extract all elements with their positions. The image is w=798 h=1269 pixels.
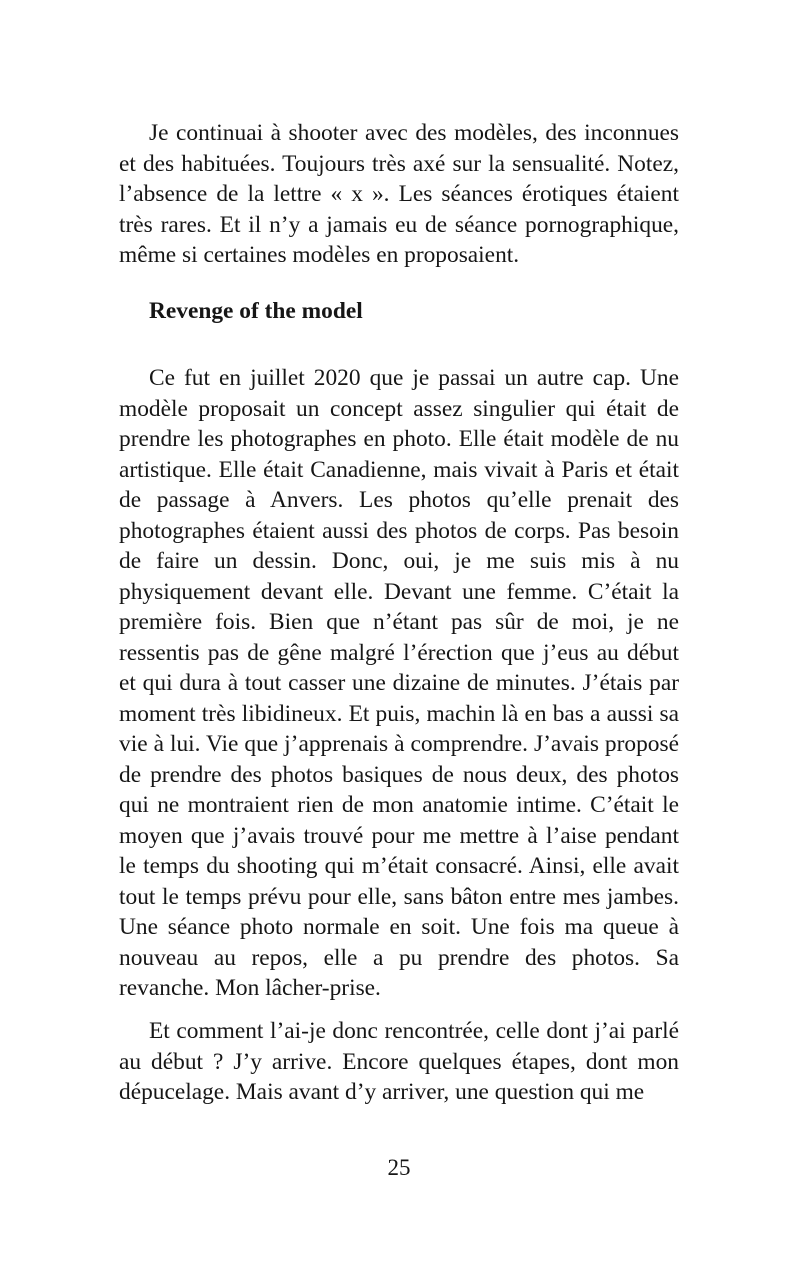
paragraph-closing [119,1016,679,1108]
paragraph-text: Je continuai à shooter avec des modèles, des inconnues et des habituées. Toujours très axé sur la sensualité. Notez, l’absence de la lettre « x ». Les séances érotiques étaient très rares. Et il n’y a jamais eu de séance pornographique, même si certaines modèles en proposaient. [119,120,679,268]
paragraph-text: Ce fut en juillet 2020 que je passai un autre cap. Une modèle proposait un concept assez singulier qui était de prendre les photographes en photo. Elle était modèle de nu artistique. Elle était Canadienne, mais vivait à Paris et était de passage à Anvers. Les photos qu’elle prenait des photographes étaient aussi des photos de corps. Pas besoin de faire un dessin. Donc, oui, je me suis mis à nu physiquement devant elle. Devant une femme. C’était la première fois. Bien que n’étant pas sûr de moi, je ne ressentis pas de gêne malgré l’érection que j’eus au début et qui dura à tout casser une dizaine de minutes. J’étais par moment très libidineux. Et puis, machin là en bas a aussi sa vie à lui. Vie que j’apprenais à comprendre. J’avais proposé de prendre des photos basiques de nous deux, des photos qui ne montraient rien de mon anatomie intime. C’était le moyen que j’avais trouvé pour me mettre à l’aise pendant le temps du shooting qui m’était consacré. Ainsi, elle avait tout le temps prévu pour elle, sans bâton entre mes jambes. Une séance photo normale en soit. Une fois ma queue à nouveau au repos, elle a pu prendre des photos. Sa revanche. Mon lâcher-prise. [119,365,679,1001]
paragraph-text: Et comment l’ai-je donc rencontrée, celle dont j’ai parlé au début ? J’y arrive. Encore quelques étapes, dont mon dépucelage. Mais avant d’y arriver, une question qui me [119,1018,679,1105]
paragraph-main [119,363,679,1004]
section-heading: Revenge of the model [149,298,363,324]
page-number: 25 [387,1155,411,1180]
paragraph-intro [119,118,679,271]
